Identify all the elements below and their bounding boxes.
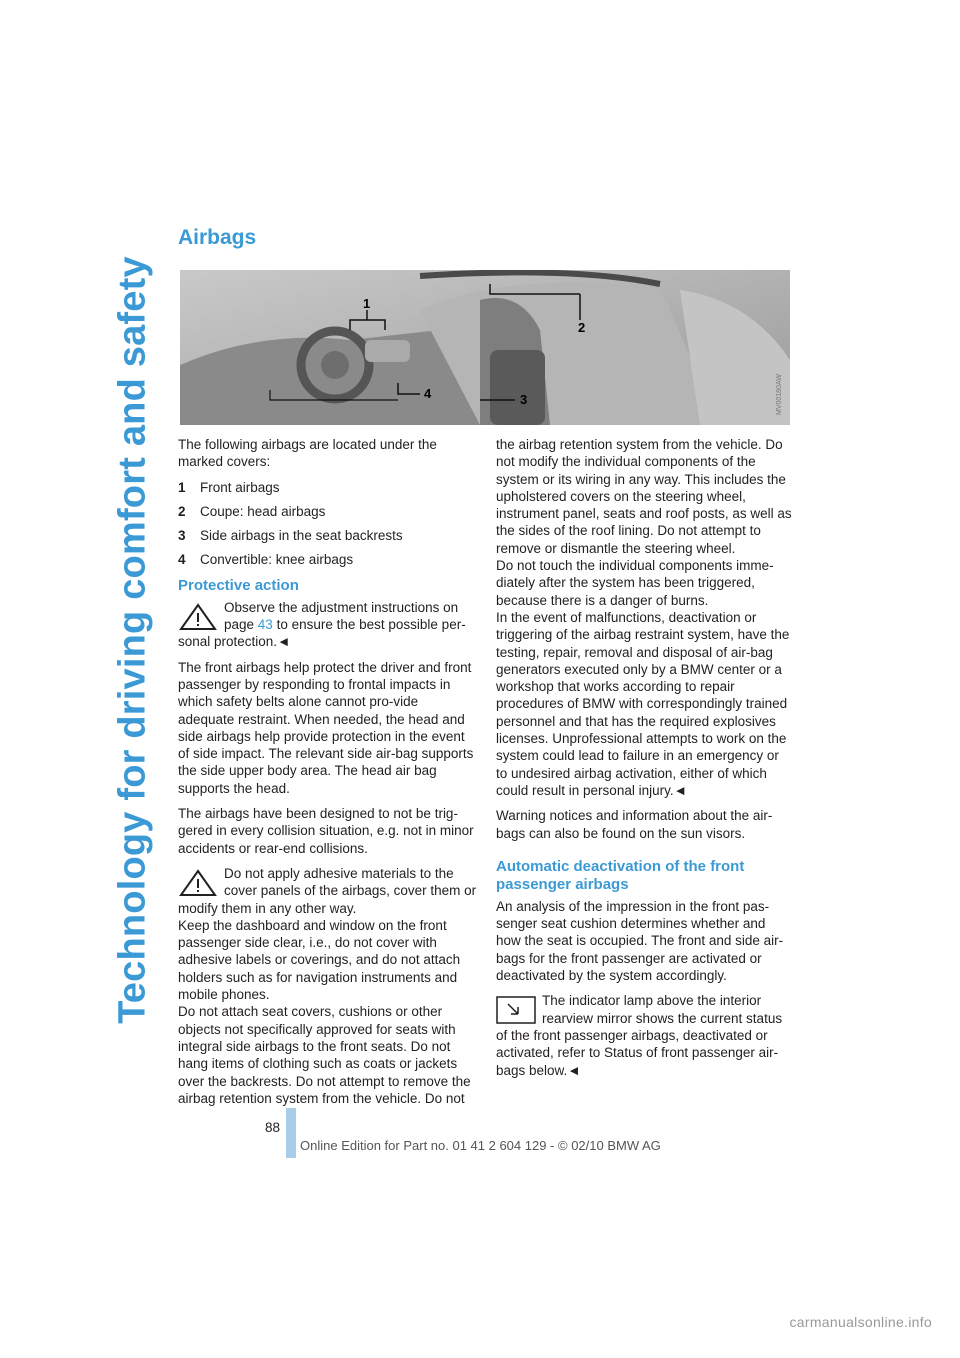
paragraph: In the event of malfunctions, deactivation or triggering of the airbag restraint system, have the testing, repair, removal and disposal of air-bag generators executed only by a BMW center or a workshop that works according to repair procedures of BMW with correspondingly trained personnel and that has the required explosives licenses. Unprofessional attempts to work on the system could lead to failure in an emergency or to undesired airbag activation, either of which could result in personal injury.◄ [496, 609, 790, 798]
protective-heading: Protective action [178, 576, 299, 594]
paragraph: An analysis of the impression in the front pas-senger seat cushion determines whether and how the seat is occupied. The front and side air-bags for the front passenger are activated or deactivated by the system accordingly. [496, 898, 784, 984]
warning-1: Observe the adjustment instructions on page 43 to ensure the best possible per-sonal protection.◄ [178, 599, 466, 650]
callout-2: 2 [578, 320, 586, 335]
list-item: 1 Front airbags [178, 479, 280, 495]
paragraph: Keep the dashboard and window on the front passenger side clear, i.e., do not cover with adhesive labels or coverings, and do not attach holders such as for navigation instruments and mobile phones. [178, 917, 461, 1003]
paragraph-continued: the airbag retention system from the vehicle. Do not modify the individual components of the system or its wiring in any way. This includes the upholstered covers on the steering wheel, instrument panel, seats and roof posts, as well as the sides of the roof lining. Do not attempt to remove or dismantle the steering wheel. [496, 437, 792, 556]
page-link-43[interactable]: 43 [257, 617, 273, 633]
intro-text: The following airbags are located under the marked covers: [178, 437, 437, 470]
paragraph: The airbags have been designed to not be trig-gered in every collision situation, e.g. not in minor accidents or rear-end collisions. [178, 806, 474, 856]
paragraph: The front airbags help protect the driver and front passenger by responding to frontal impacts in which safety belts alone cannot pro-vide adequate restraint. When needed, the head and side airbags help provide protection in the event of side impact. The relevant side air-bag supports the side upper body area. The head air bag supports the head. [178, 659, 474, 796]
footer-text: Online Edition for Part no. 01 41 2 604 129 - © 02/10 BMW AG [300, 1138, 661, 1153]
warning-2: Do not apply adhesive materials to the cover panels of the airbags, cover them or modify them in any other way. [178, 865, 477, 916]
callout-4: 4 [424, 386, 432, 401]
list-item: 4 Convertible: knee airbags [178, 552, 354, 568]
right-column [496, 436, 792, 1087]
section-side-title: Technology for driving comfort and safety [111, 256, 154, 1024]
left-column [178, 436, 478, 1107]
paragraph: Do not attach seat covers, cushions or other objects not specifically approved for seats with integral side airbags to the front seats. Do not hang items of clothing such as coats or jackets over the backrests. Do not attempt to remove the airbag retention system from the vehicle. Do not [178, 1004, 471, 1106]
page-number: 88 [265, 1120, 281, 1135]
warning-icon [178, 603, 218, 631]
auto-deactivation-heading: Automatic deactivation of the front passenger airbags [496, 857, 745, 893]
watermark: carmanualsonline.info [789, 1314, 932, 1330]
callout-3: 3 [520, 392, 528, 407]
paragraph: Warning notices and information about the air-bags can also be found on the sun visors. [496, 808, 773, 841]
note-icon [496, 996, 536, 1024]
list-item: 2 Coupe: head airbags [178, 503, 326, 519]
callout-1: 1 [363, 296, 371, 311]
footer-bar [286, 1108, 296, 1158]
warning-icon [178, 869, 218, 897]
airbag-diagram [180, 270, 790, 425]
paragraph: Do not touch the individual components imme-diately after the system has been triggered, because there is a danger of burns. [496, 558, 774, 608]
figure-code: MV00180AW [776, 374, 783, 415]
note: The indicator lamp above the interior rearview mirror shows the current status of the front passenger airbags, deactivated or activated, refer to Status of front passenger air-bags below.◄ [496, 993, 783, 1078]
airbag-list [178, 479, 478, 569]
page-title: Airbags [178, 226, 257, 249]
list-item: 3 Side airbags in the seat backrests [178, 528, 403, 544]
